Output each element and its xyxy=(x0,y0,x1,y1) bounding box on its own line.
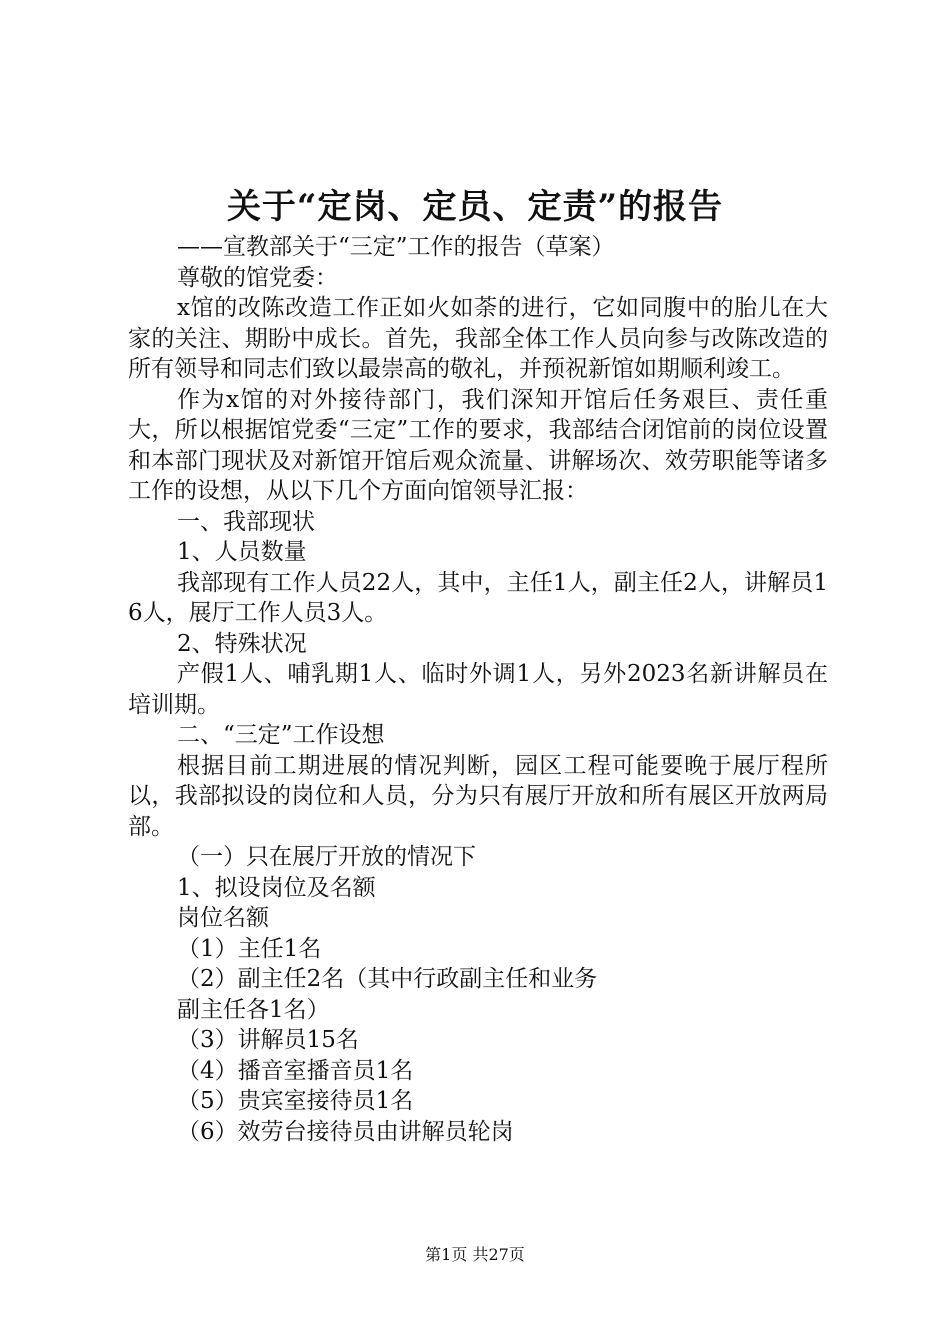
section1-item1-text: 我部现有工作人员22人，其中，主任1人，副主任2人，讲解员16人，展厅工作人员3人。 xyxy=(128,569,828,626)
salutation: 尊敬的馆党委： xyxy=(177,264,338,291)
positions-header: 岗位名额 xyxy=(177,905,269,931)
position-item: （3）讲解员15名 xyxy=(177,1027,359,1053)
paragraph-purpose: 作为x馆的对外接待部门，我们深知开馆后任务艰巨、责任重大，所以根据馆党委“三定”工作的要求，我部结合闭馆前的岗位设置和本部门现状及对新馆开馆后观众流量、讲解场次、效劳职能等诸多工作的设想，从以下几个方面向馆领导汇报： xyxy=(128,386,828,504)
section1-item2-heading: 2、特殊状况 xyxy=(177,630,307,657)
document-body xyxy=(128,232,828,1147)
section2-heading: 二、“三定”工作设想 xyxy=(177,722,385,748)
section1-item1-heading: 1、人员数量 xyxy=(177,539,307,565)
position-item: （5）贵宾室接待员1名 xyxy=(177,1088,414,1114)
sub1-heading: （一）只在展厅开放的情况下 xyxy=(177,844,476,870)
document-title: 关于“定岗、定员、定责”的报告 xyxy=(226,187,724,227)
section1-heading: 一、我部现状 xyxy=(177,508,315,535)
position-item: （4）播音室播音员1名 xyxy=(177,1057,414,1084)
sub1-item-heading: 1、拟设岗位及名额 xyxy=(177,874,376,901)
position-item: （1）主任1名 xyxy=(177,935,322,962)
section2-text: 根据目前工期进展的情况判断，园区工程可能要晚于展厅程所以，我部拟设的岗位和人员，分为只有展厅开放和所有展区开放两局部。 xyxy=(128,752,828,840)
position-item: （6）效劳台接待员由讲解员轮岗 xyxy=(177,1118,514,1145)
section1-item2-text: 产假1人、哺乳期1人、临时外调1人，另外2023名新讲解员在培训期。 xyxy=(128,661,828,718)
position-item: 副主任各1名） xyxy=(177,996,330,1023)
page-footer: 第1页 共27页 xyxy=(425,1245,525,1264)
document-subtitle: ——宣教部关于“三定”工作的报告（草案） xyxy=(177,234,615,260)
paragraph-intro: x馆的改陈改造工作正如火如荼的进行，它如同腹中的胎儿在大家的关注、期盼中成长。首先，我部全体工作人员向参与改陈改造的所有领导和同志们致以最崇高的敬礼，并预祝新馆如期顺利竣工。 xyxy=(128,295,828,382)
position-item: （2）副主任2名（其中行政副主任和业务 xyxy=(177,966,598,992)
